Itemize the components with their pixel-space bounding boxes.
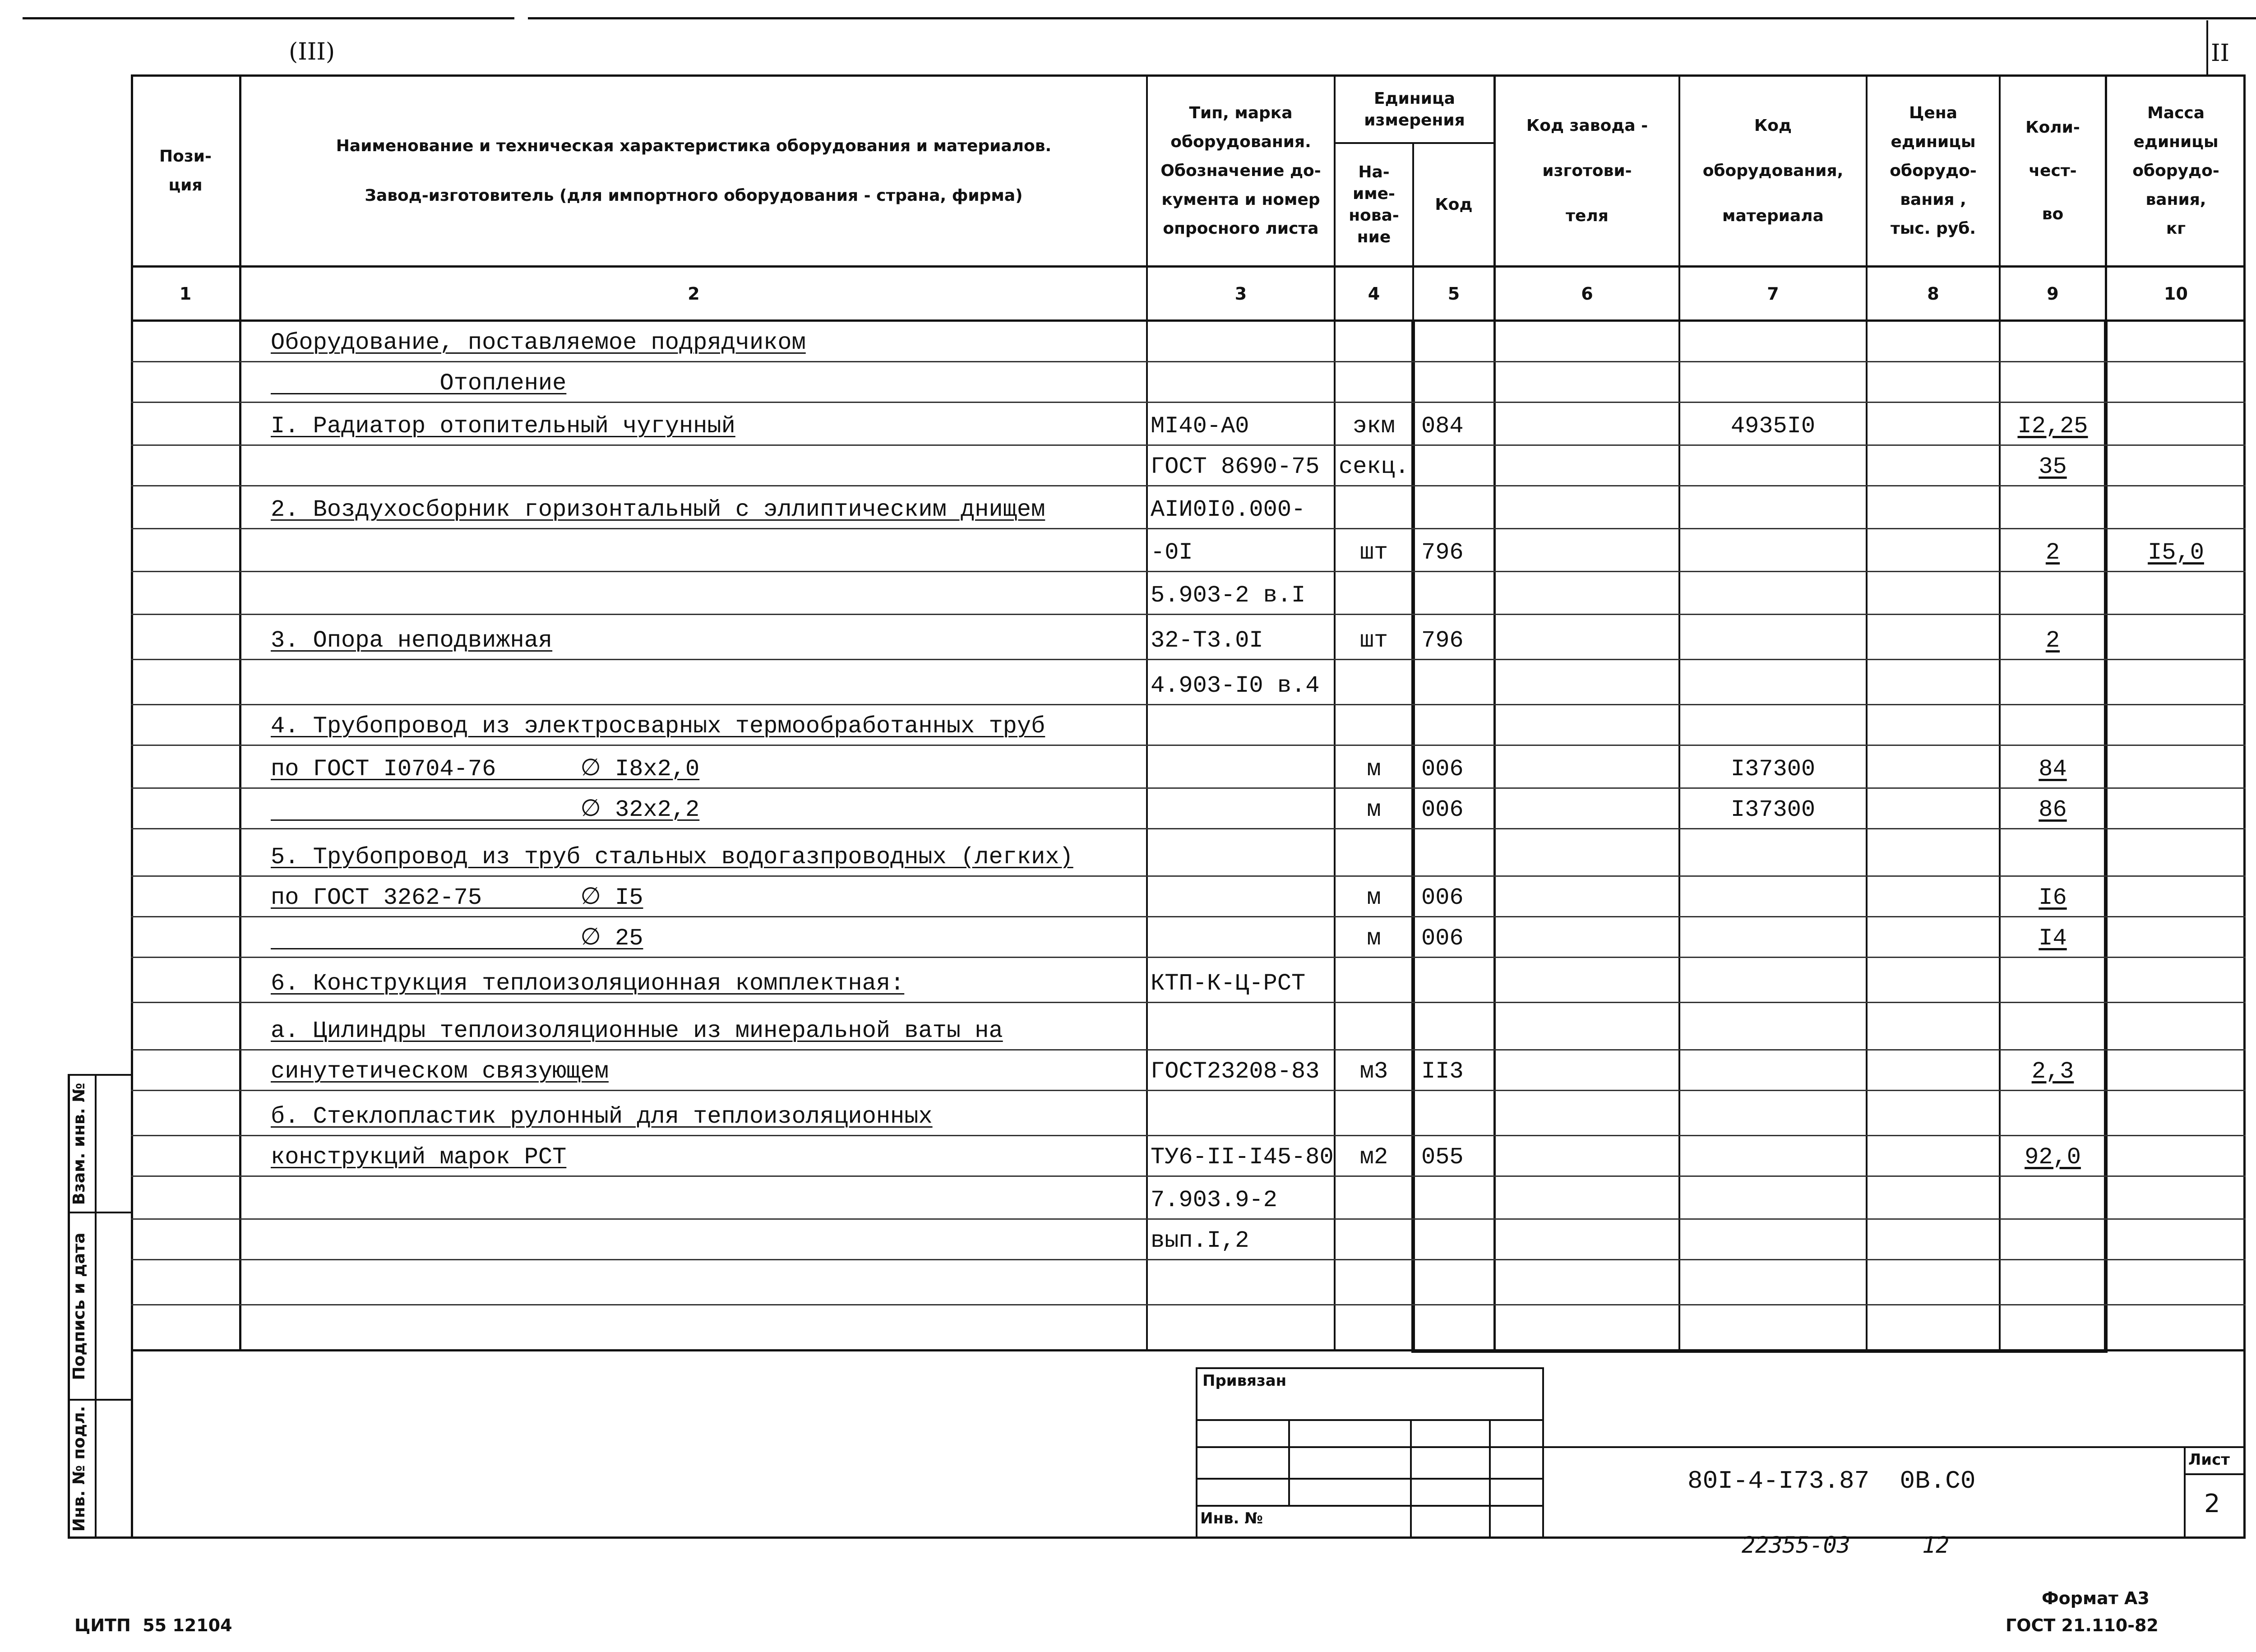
- cell-type: -0I: [1151, 539, 1193, 566]
- header-name-line2: Завод-изготовитель (для импортного оборудования - страна, фирма): [365, 186, 1023, 205]
- header-price: Цена единицы оборудо- вания , тыс. руб.: [1890, 104, 1977, 238]
- cell-code: 084: [1421, 413, 1464, 440]
- cell-unit: м: [1367, 796, 1381, 823]
- cell-name: по ГОСТ I0704-76 ∅ I8х2,0: [271, 756, 700, 782]
- format-label: Формат А3: [2042, 1588, 2150, 1608]
- cell-type: ГОСТ23208-83: [1151, 1058, 1320, 1085]
- cell-type: ГОСТ 8690-75: [1151, 453, 1320, 480]
- header-unit-code: Код: [1435, 195, 1473, 214]
- cell-unit: м3: [1359, 1058, 1388, 1085]
- cell-name: Оборудование, поставляемое подрядчиком: [271, 329, 806, 356]
- cell-code: 006: [1421, 925, 1464, 952]
- col-number: 3: [1234, 283, 1247, 304]
- cell-code: 006: [1421, 796, 1464, 823]
- stamp-page: 12: [1922, 1532, 1950, 1558]
- cell-qty: 2: [2045, 539, 2060, 566]
- cell-unit: шт: [1359, 539, 1388, 566]
- document-code: 80I-4-I73.87 0В.С0: [1687, 1467, 1976, 1495]
- col-number: 5: [1447, 283, 1460, 304]
- cell-code: 055: [1421, 1144, 1464, 1171]
- cell-qty: 2: [2045, 627, 2060, 654]
- cell-code: 796: [1421, 627, 1464, 654]
- cell-unit: м: [1367, 756, 1381, 782]
- header-type: Тип, марка оборудования. Обозначение до- кумента и номер опросного листа: [1160, 104, 1321, 238]
- sheet-number: 2: [2204, 1489, 2220, 1518]
- stamp-number: 22355-03: [1742, 1532, 1850, 1558]
- section-mark: (III): [289, 38, 335, 65]
- cell-qty: I2,25: [2017, 413, 2088, 440]
- side-label-vzam: Взам. инв. №: [70, 1083, 88, 1205]
- header-unit-group: Единица измерения: [1364, 89, 1465, 130]
- cell-type: 7.903.9-2: [1151, 1187, 1277, 1213]
- cell-qty: 2,3: [2031, 1058, 2074, 1085]
- header-position: Пози- ция: [159, 147, 212, 194]
- cell-qty: 86: [2039, 796, 2067, 823]
- cell-name: по ГОСТ 3262-75 ∅ I5: [271, 884, 643, 911]
- col-number: 8: [1927, 283, 1939, 304]
- cell-type: вып.I,2: [1151, 1227, 1249, 1254]
- inv-no-label: Инв. №: [1200, 1509, 1263, 1527]
- col-number: 9: [2047, 283, 2059, 304]
- cell-unit: экм: [1353, 413, 1395, 440]
- cell-type: МI40-А0: [1151, 413, 1249, 440]
- cell-qty: I6: [2039, 884, 2067, 911]
- header-factory-code: Код завода - изготови- теля: [1526, 116, 1648, 225]
- cell-name: 2. Воздухосборник горизонтальный с эллиптическим днищем: [271, 496, 1045, 523]
- cell-name: б. Стеклопластик рулонный для теплоизоляционных: [271, 1103, 933, 1130]
- cell-type: 32-Т3.0I: [1151, 627, 1263, 654]
- cell-code: II3: [1421, 1058, 1464, 1085]
- col-number: 1: [179, 283, 192, 304]
- side-label-inv-podl: Инв. № подл.: [70, 1406, 88, 1532]
- side-label-podpis: Подпись и дата: [70, 1232, 88, 1380]
- header-name-line1: Наименование и техническая характеристика оборудования и материалов.: [336, 137, 1052, 155]
- header-name: [241, 77, 1146, 265]
- cell-name: ∅ 25: [271, 925, 643, 952]
- cell-code: 006: [1421, 756, 1464, 782]
- cell-type: 5.903-2 в.I: [1151, 582, 1306, 609]
- col-number: 7: [1767, 283, 1779, 304]
- sheet-label: Лист: [2188, 1451, 2230, 1469]
- cell-code: 006: [1421, 884, 1464, 911]
- cell-name: конструкций марок РСТ: [271, 1144, 567, 1171]
- cell-name: I. Радиатор отопительный чугунный: [271, 413, 735, 440]
- cell-unit: м: [1367, 884, 1381, 911]
- cell-name: синутетическом связующем: [271, 1058, 609, 1085]
- cell-mass: I5,0: [2148, 539, 2204, 566]
- header-unit-name: На- име- нова- ние: [1349, 162, 1399, 246]
- cell-unit: секц.: [1338, 453, 1410, 480]
- cell-code: 796: [1421, 539, 1464, 566]
- cell-unit: шт: [1359, 627, 1388, 654]
- gost-label: ГОСТ 21.110-82: [2006, 1615, 2159, 1635]
- cell-name: Отопление: [271, 370, 567, 397]
- cell-name: 5. Трубопровод из труб стальных водогазпроводных (легких): [271, 844, 1073, 870]
- privyazan-label: Привязан: [1202, 1372, 1287, 1390]
- corner-number: II: [2211, 40, 2230, 67]
- cell-unit: м: [1367, 925, 1381, 952]
- header-mass: Масса единицы оборудо- вания, кг: [2132, 104, 2219, 238]
- cell-name: 6. Конструкция теплоизоляционная комплектная:: [271, 970, 905, 997]
- cell-unit: м2: [1359, 1144, 1388, 1171]
- cell-mat: I37300: [1730, 796, 1816, 823]
- cell-name: 4. Трубопровод из электросварных термообработанных труб: [271, 713, 1045, 740]
- col-number: 10: [2164, 283, 2188, 304]
- cell-type: КТП-К-Ц-РСТ: [1151, 970, 1306, 997]
- cell-qty: 92,0: [2025, 1144, 2081, 1171]
- cell-mat: I37300: [1730, 756, 1816, 782]
- cell-type: 4.903-I0 в.4: [1151, 672, 1320, 699]
- cell-name: а. Цилиндры теплоизоляционные из минеральной ваты на: [271, 1018, 1003, 1044]
- cell-qty: 35: [2039, 453, 2067, 480]
- cell-name: 3. Опора неподвижная: [271, 627, 553, 654]
- cell-qty: 84: [2039, 756, 2067, 782]
- header-quantity: Коли- чест- во: [2025, 118, 2080, 223]
- cell-type: АIИ0I0.000-: [1151, 496, 1306, 523]
- cell-type: ТУ6-II-I45-80: [1151, 1144, 1334, 1171]
- tsitp-label: ЦИТП 55 12104: [74, 1615, 232, 1635]
- cell-qty: I4: [2039, 925, 2067, 952]
- col-number: 6: [1581, 283, 1593, 304]
- cell-mat: 4935I0: [1730, 413, 1816, 440]
- cell-name: ∅ 32х2,2: [271, 796, 700, 823]
- header-equipment-code: Код оборудования, материала: [1702, 116, 1844, 225]
- col-number: 4: [1368, 283, 1380, 304]
- col-number: 2: [688, 283, 700, 304]
